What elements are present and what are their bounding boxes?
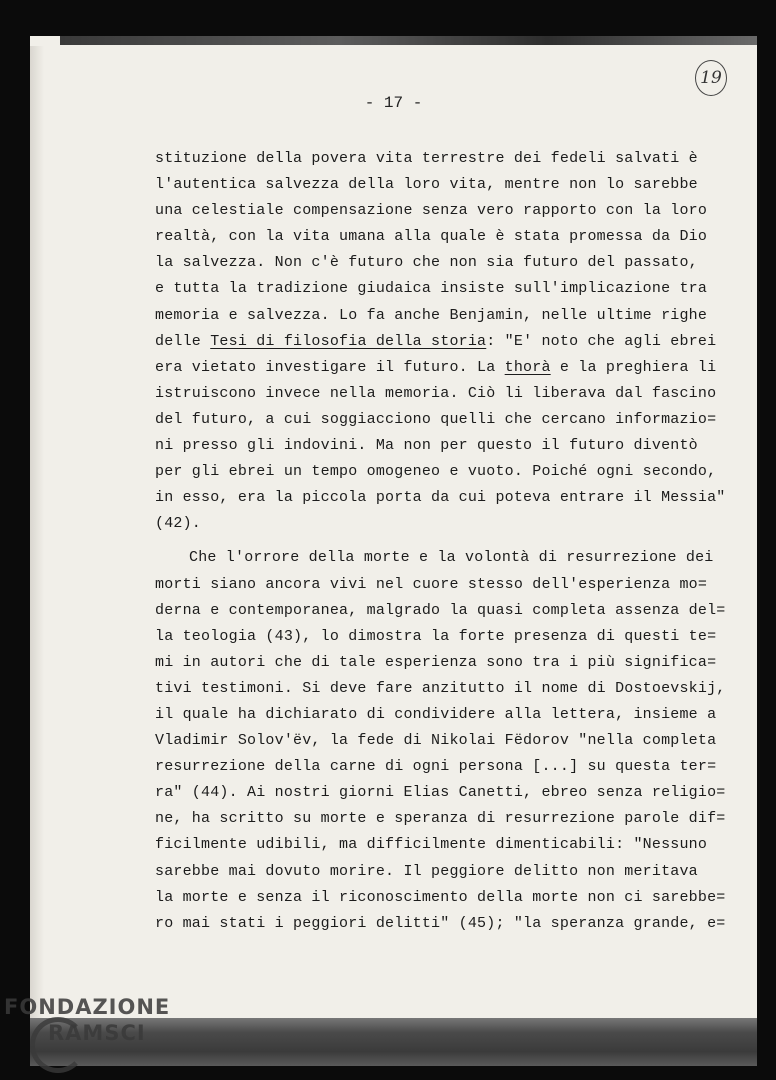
watermark xyxy=(4,994,170,1046)
watermark-line-1: FONDAZIONE xyxy=(4,995,171,1019)
text-line: mi in autori che di tale esperienza sono tra i più significa= xyxy=(155,653,717,671)
text-line: ficilmente udibili, ma difficilmente dimenticabili: "Nessuno xyxy=(155,836,708,854)
text-line: l'autentica salvezza della loro vita, mentre non lo sarebbe xyxy=(155,176,698,194)
text-line: in esso, era la piccola porta da cui poteva entrare il Messia" xyxy=(155,489,726,507)
text-line: e tutta la tradizione giudaica insiste sull'implicazione tra xyxy=(155,280,708,298)
text-line: del futuro, a cui soggiacciono quelli che cercano informazio= xyxy=(155,410,717,428)
text-line: ro mai stati i peggiori delitti" (45); "la speranza grande, e= xyxy=(155,914,726,932)
underlined-title: thorà xyxy=(504,358,551,376)
text-line: morti siano ancora vivi nel cuore stesso dell'esperienza mo= xyxy=(155,575,708,593)
text-line: derna e contemporanea, malgrado la quasi completa assenza del= xyxy=(155,601,726,619)
watermark-line-2: RAMSCI xyxy=(48,1021,146,1045)
document-page xyxy=(30,36,757,1066)
archive-page-number: 19 xyxy=(695,60,727,96)
text-line: ne, ha scritto su morte e speranza di resurrezione parole dif= xyxy=(155,810,726,828)
text-line: resurrezione della carne di ogni persona [...] su questa ter= xyxy=(155,758,717,776)
text-line: memoria e salvezza. Lo fa anche Benjamin, nelle ultime righe xyxy=(155,306,708,324)
underlined-title: Tesi di filosofia della storia xyxy=(210,332,487,350)
text-line xyxy=(155,355,745,381)
body-text xyxy=(155,146,745,937)
text-line: una celestiale compensazione senza vero rapporto con la loro xyxy=(155,202,708,220)
text-line: Che l'orrore della morte e la volontà di resurrezione dei xyxy=(189,549,714,567)
text-line: Vladimir Solov'ëv, la fede di Nikolai Fëdorov "nella completa xyxy=(155,732,717,750)
text-segment: delle xyxy=(155,332,211,350)
text-line: realtà, con la vita umana alla quale è stata promessa da Dio xyxy=(155,228,708,246)
text-line: ra" (44). Ai nostri giorni Elias Canetti, ebreo senza religio= xyxy=(155,784,726,802)
text-line: sarebbe mai dovuto morire. Il peggiore delitto non meritava xyxy=(155,862,698,880)
text-segment: era vietato investigare il futuro. La xyxy=(155,358,505,376)
scan-left-edge xyxy=(30,46,44,1066)
text-line: tivi testimoni. Si deve fare anzitutto il nome di Dostoevskij, xyxy=(155,679,726,697)
text-line xyxy=(155,329,745,355)
text-line: istruiscono invece nella memoria. Ciò li liberava dal fascino xyxy=(155,384,717,402)
text-line: stituzione della povera vita terrestre dei fedeli salvati è xyxy=(155,150,698,167)
text-line: la morte e senza il riconoscimento della morte non ci sarebbe= xyxy=(155,888,726,906)
text-line: per gli ebrei un tempo omogeneo e vuoto. Poiché ogni secondo, xyxy=(155,463,717,481)
text-line: ni presso gli indovini. Ma non per questo il futuro diventò xyxy=(155,437,698,455)
text-segment: e la preghiera li xyxy=(550,358,717,376)
text-segment: : "E' noto che agli ebrei xyxy=(486,332,717,350)
text-line: la salvezza. Non c'è futuro che non sia futuro del passato, xyxy=(155,254,698,272)
page-number: - 17 - xyxy=(364,94,423,112)
text-line: (42). xyxy=(155,515,202,533)
text-line: la teologia (43), lo dimostra la forte presenza di questi te= xyxy=(155,627,717,645)
scan-top-edge xyxy=(60,36,757,45)
text-line: il quale ha dichiarato di condividere alla lettera, insieme a xyxy=(155,705,717,723)
